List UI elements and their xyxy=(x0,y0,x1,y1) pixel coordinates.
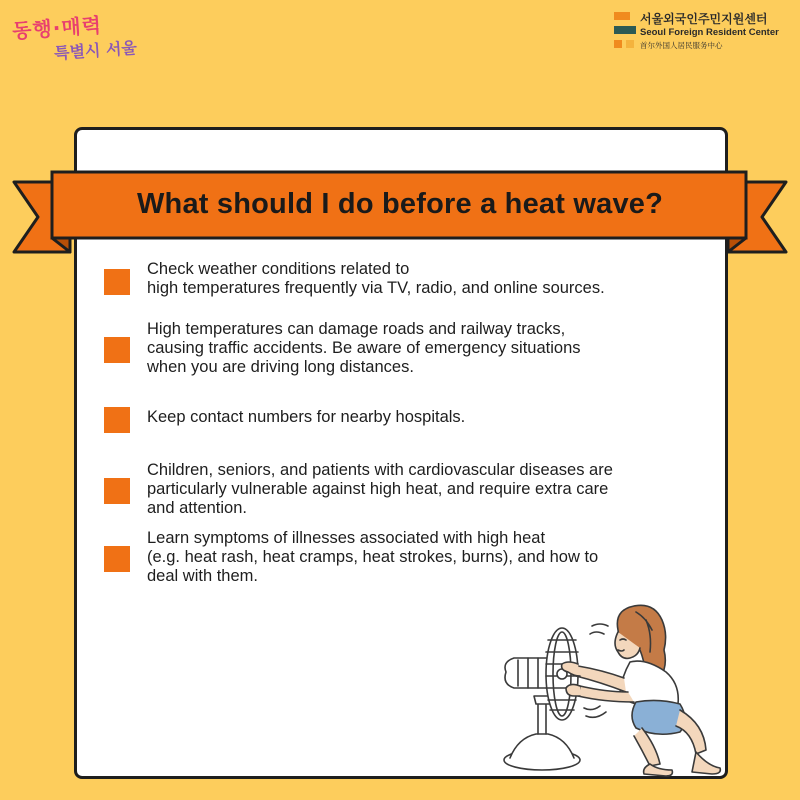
slogan-line-2: 특별시 서울 xyxy=(53,38,138,63)
bullet-square-icon xyxy=(104,478,130,504)
bullet-square-icon xyxy=(104,337,130,363)
center-logo-mark-icon xyxy=(614,12,632,52)
center-name-chinese: 首尔外国人居民服务中心 xyxy=(640,41,723,50)
resident-center-logo xyxy=(610,10,790,54)
center-name-english: Seoul Foreign Resident Center xyxy=(640,27,779,38)
tip-text: Learn symptoms of illnesses associated with high heat (e.g. heat rash, heat cramps, heat strokes, burns), and how to deal with them. xyxy=(147,529,599,585)
seoul-slogan-logo xyxy=(8,8,138,64)
tip-text: Children, seniors, and patients with cardiovascular diseases are particularly vulnerable against high heat, and require extra care and attention. xyxy=(147,461,613,517)
tip-text: High temperatures can damage roads and railway tracks, causing traffic accidents. Be aware of emergency situations when you are driving long distances. xyxy=(147,320,581,376)
tip-text: Keep contact numbers for nearby hospitals. xyxy=(147,408,466,426)
bullet-square-icon xyxy=(104,407,130,433)
tip-text: Check weather conditions related to high temperatures frequently via TV, radio, and online sources. xyxy=(147,260,605,297)
bullet-square-icon xyxy=(104,546,130,572)
person-with-fan-illustration xyxy=(496,600,726,782)
slogan-line-1: 동행·매력 xyxy=(11,12,103,44)
page-title: What should I do before a heat wave? xyxy=(136,188,664,220)
bullet-square-icon xyxy=(104,269,130,295)
center-name-korean: 서울외국인주민지원센터 xyxy=(640,12,768,26)
